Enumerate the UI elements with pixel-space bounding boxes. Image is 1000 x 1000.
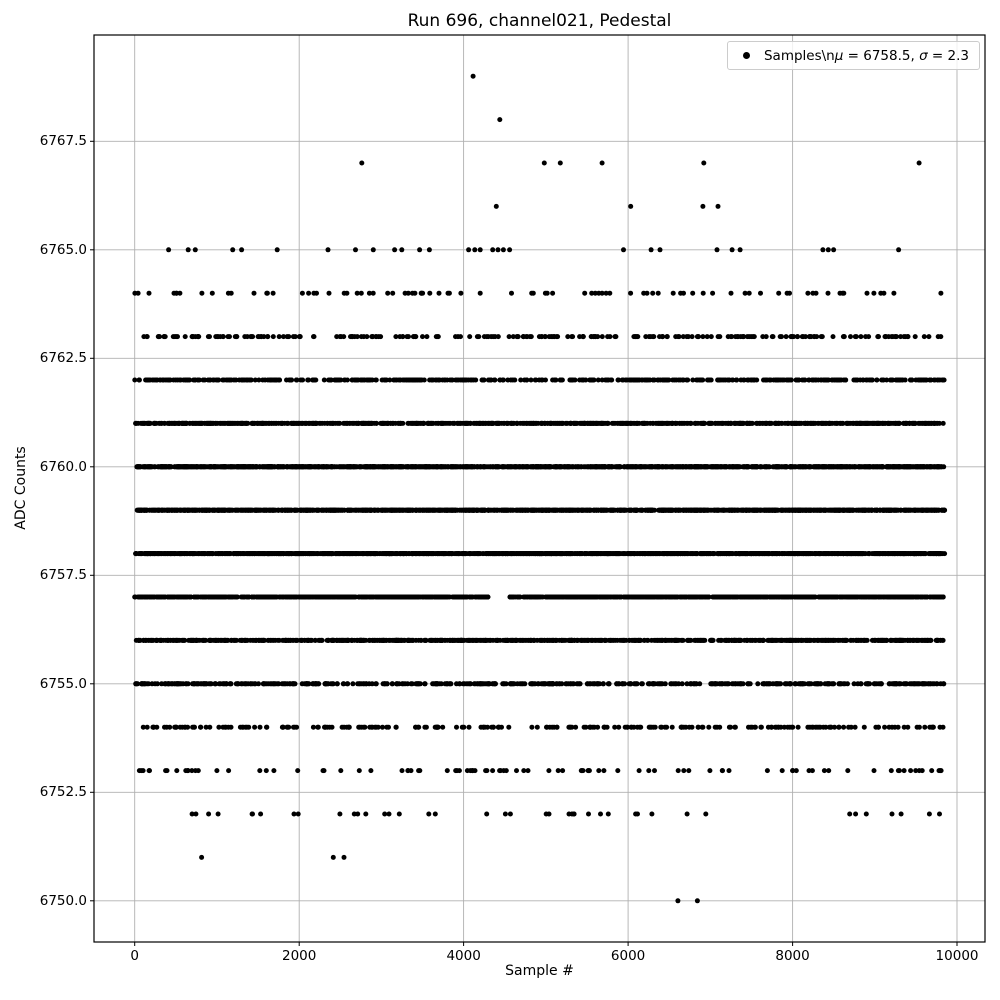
axes-spines — [94, 35, 985, 942]
x-tick-label: 2000 — [281, 948, 317, 964]
x-tick-label: 6000 — [610, 948, 646, 964]
y-axis-label: ADC Counts — [13, 446, 29, 530]
y-tick-label: 6757.5 — [39, 567, 87, 584]
y-tick-label: 6765.0 — [39, 241, 87, 258]
legend-label-prefix: Samples\n — [763, 47, 835, 64]
y-tick-label: 6767.5 — [39, 133, 87, 150]
legend-label — [764, 48, 969, 64]
gridlines — [94, 35, 985, 942]
chart-title: Run 696, channel021, Pedestal — [407, 11, 672, 31]
tick-marks — [90, 141, 957, 946]
y-tick-label: 6760.0 — [39, 458, 87, 475]
legend-mu-symbol: μ — [834, 47, 844, 64]
legend-sigma-symbol: σ — [919, 47, 928, 64]
legend — [727, 41, 980, 70]
x-axis-label: Sample # — [505, 963, 574, 979]
y-tick-label: 6762.5 — [39, 350, 87, 367]
scatter-points-layer — [132, 74, 947, 904]
x-tick-label: 0 — [130, 948, 139, 964]
y-tick-label: 6752.5 — [39, 784, 87, 801]
x-tick-label: 10000 — [935, 948, 979, 964]
x-tick-label: 4000 — [446, 948, 481, 964]
legend-mu-value: = 6758.5, — [843, 47, 920, 64]
legend-sample-marker-icon — [743, 52, 750, 59]
legend-sigma-value: = 2.3 — [927, 47, 969, 64]
y-tick-label: 6750.0 — [39, 892, 87, 909]
y-tick-label: 6755.0 — [39, 675, 87, 692]
x-tick-label: 8000 — [775, 948, 810, 964]
